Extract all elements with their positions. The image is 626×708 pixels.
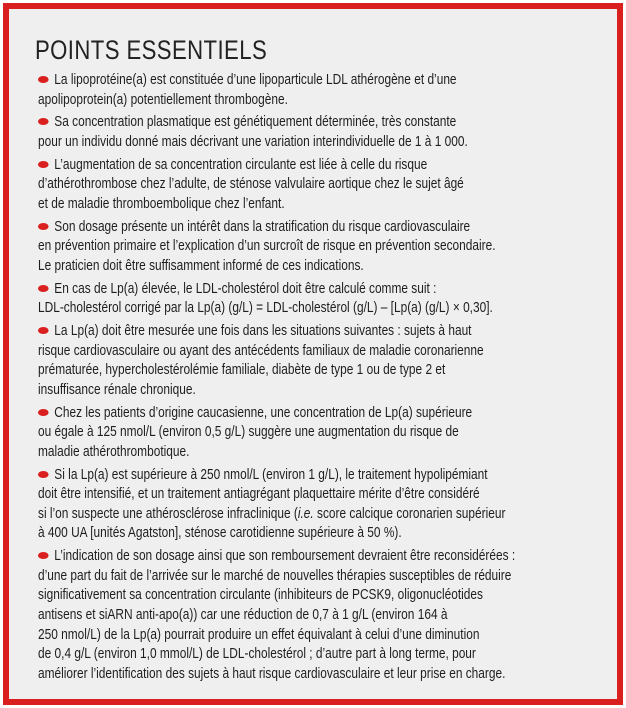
list-item-text: La Lp(a) doit être mesurée une fois dans les situations suivantes : sujets à haut bbox=[54, 323, 472, 340]
list-item-text: Le praticien doit être suffisamment informé de ces indications. bbox=[38, 257, 364, 274]
list-item-text: Sa concentration plasmatique est génétiquement déterminée, très constante bbox=[54, 114, 457, 131]
list-item-text: L’augmentation de sa concentration circulante est liée à celle du risque bbox=[54, 156, 428, 173]
box-title: POINTS ESSENTIELS bbox=[35, 35, 268, 65]
list-item-text: Chez les patients d’origine caucasienne, une concentration de Lp(a) supérieure bbox=[54, 404, 473, 421]
list-item-text: antisens et siARN anti-apo(a)) car une réduction de 0,7 à 1 g/L (environ 164 à bbox=[38, 606, 448, 623]
list-item-text: Son dosage présente un intérêt dans la stratification du risque cardiovasculaire bbox=[54, 218, 471, 235]
bullet-icon bbox=[38, 76, 49, 83]
list-item bbox=[38, 113, 609, 152]
list-item bbox=[38, 466, 609, 544]
list-item-text: et de maladie thromboembolique chez l’enfant. bbox=[38, 195, 285, 212]
bullet-icon bbox=[38, 223, 49, 230]
list-item-text: Si la Lp(a) est supérieure à 250 nmol/L (environ 1 g/L), le traitement hypolipémiant bbox=[54, 466, 488, 483]
list-item bbox=[38, 280, 609, 319]
bullet-icon bbox=[38, 409, 49, 416]
list-item-text: La lipoprotéine(a) est constituée d’une lipoparticule LDL athérogène et d’une bbox=[54, 72, 457, 88]
list-item-text: à 400 UA [unités Agatston], sténose carotidienne supérieure à 50 %). bbox=[38, 525, 402, 542]
list-item-text: doit être intensifié, et un traitement antiagrégant plaquettaire mérite d’être considéré bbox=[38, 486, 480, 503]
list-item-text: pour un individu donné mais décrivant une variation interindividuelle de 1 à 1 000. bbox=[38, 133, 468, 150]
key-points-list bbox=[38, 71, 609, 688]
list-item bbox=[38, 71, 609, 110]
list-item-text: d’athérothrombose chez l’adulte, de sténose valvulaire aortique chez le sujet âgé bbox=[38, 176, 464, 193]
italic-abbreviation: i.e. bbox=[297, 505, 314, 522]
bullet-icon bbox=[38, 327, 49, 334]
formula-text: LDL-cholestérol corrigé par la Lp(a) (g/L) = LDL-cholestérol (g/L) – [Lp(a) (g/L) × 0,30]. bbox=[38, 300, 493, 317]
list-item-text: 250 nmol/L) de la Lp(a) pourrait produire un effet équivalant à celui d’une diminution bbox=[38, 626, 480, 643]
list-item-text: significativement sa concentration circulante (inhibiteurs de PCSK9, oligonucléotides bbox=[38, 587, 483, 604]
list-item-text: de 0,4 g/L (environ 1,0 mmol/L) de LDL-cholestérol ; d’autre part à long terme, pour bbox=[38, 646, 476, 663]
list-item-text: apolipoprotein(a) potentiellement thrombogène. bbox=[38, 91, 288, 108]
list-item-text: d’une part du fait de l’arrivée sur le marché de nouvelles thérapies susceptibles de réduire bbox=[38, 567, 512, 584]
bullet-icon bbox=[38, 161, 49, 168]
list-item bbox=[38, 156, 609, 215]
bullet-icon bbox=[38, 471, 49, 478]
bullet-icon bbox=[38, 552, 49, 559]
list-item-text: en prévention primaire et l’explication d’un surcroît de risque en prévention secondaire. bbox=[38, 238, 496, 255]
list-item-text: prématurée, hypercholestérolémie familiale, diabète de type 1 ou de type 2 et bbox=[38, 362, 446, 379]
list-item-text: maladie athérothrombotique. bbox=[38, 443, 190, 460]
list-item-text: si l’on suspecte une athérosclérose infraclinique ( bbox=[38, 505, 298, 522]
list-item bbox=[38, 547, 609, 684]
bullet-icon bbox=[38, 285, 49, 292]
list-item-text: ou égale à 125 nmol/L (environ 0,5 g/L) suggère une augmentation du risque de bbox=[38, 424, 459, 441]
list-item-text: améliorer l’identification des sujets à haut risque cardiovasculaire et leur prise en charge. bbox=[38, 665, 506, 682]
list-item-text: risque cardiovasculaire ou ayant des antécédents familiaux de maladie coronarienne bbox=[38, 342, 484, 359]
list-item-text: score calcique coronarien supérieur bbox=[313, 505, 506, 522]
bullet-icon bbox=[38, 118, 49, 125]
list-item-text: En cas de Lp(a) élevée, le LDL-cholestérol doit être calculé comme suit : bbox=[54, 280, 437, 297]
list-item-text: L’indication de son dosage ainsi que son remboursement devraient être reconsidérées : bbox=[54, 548, 516, 565]
list-item-text: insuffisance rénale chronique. bbox=[38, 381, 196, 398]
list-item bbox=[38, 218, 609, 277]
list-item bbox=[38, 404, 609, 463]
key-points-box bbox=[3, 3, 623, 705]
list-item bbox=[38, 322, 609, 400]
